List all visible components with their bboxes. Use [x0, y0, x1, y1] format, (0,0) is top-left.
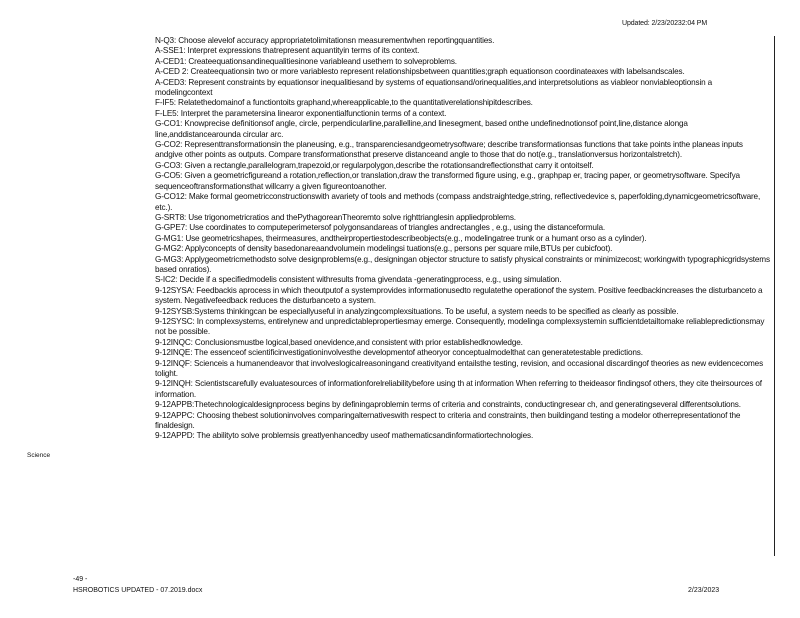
standard-entry: N-Q3: Choose alevelof accuracy appropriatetolimitationsn measurementwhen reportingquantities.	[155, 36, 495, 45]
footer-filename: HSROBOTICS UPDATED - 07.2019.docx	[73, 587, 203, 594]
standard-entry: F-LE5: Interpret the parametersina linearor exponentialfunctionin terms of a context.	[155, 108, 447, 118]
standard-entry: A-CED 2: Createequationsin two or more variablesto represent relationshipsbetween quantities;graph equationson coordinateaxes with labelsandscales.	[155, 67, 685, 77]
standard-entry: G-CO1: Knowprecise definitionsof angle, circle, perpendicularline,parallelline,and linesegment, based onthe undefinednotionsof point,line,distance alonga line,anddistancearounda circular arc.	[155, 119, 688, 139]
page-number: -49 -	[73, 576, 88, 583]
footer-date: 2/23/2023	[688, 587, 720, 594]
standard-entry: 9-12APPC: Choosing thebest solutioninvolves comparingalternativeswith respect to criteria and constraints, then buildingand testing a modelor otherrepresentationof the finaldesign.	[155, 410, 741, 431]
standard-entry: S-IC2: Decide if a specifiedmodelis consistent withresults froma givendata -generatingprocess, e.g., using simulation.	[155, 275, 562, 285]
standard-entry: G-CO2: Representtransformationsin the planeusing, e.g., transparenciesandgeometrysoftware; describe transformationsas functions that take points inthe planeas inputs andgive other points as outputs. Compare transformationsthat preserve distanceand angle to those that do not(e.g., translationversus horizontalstretch).	[155, 140, 743, 160]
standard-entry: 9-12SYSA: Feedbackis aprocess in which theoutputof a systemprovides informationusedto regulatethe operationof the system. Positive feedbackincreases the disturbanceto a system. Negativefeedback reduces the disturbanceto a system.	[155, 285, 763, 306]
standard-entry: G-CO5: Given a geometricfigureand a rotation,reflection,or translation,draw the transformed figure using, e.g., graphpap er, tracing paper, or geometrysoftware. Specifya sequenceoftransformationsthat willcarry a given figureontoanother.	[155, 171, 740, 191]
standard-entry: G-CO3: Given a rectangle,parallelogram,trapezoid,or regularpolygon,describe the rotationsandreflectionsthat carry it ontoitself.	[155, 160, 594, 170]
standard-entry: F-IF5: Relatethedomainof a functiontoits graphand,whereapplicable,to the quantitativerelationshipitdescribes.	[155, 98, 533, 108]
standard-entry: 9-12SYSB:Systems thinkingcan be especiallyuseful in analyzingcomplexsituations. To be useful, a system needs to be specified as clearly as possible.	[155, 306, 679, 316]
updated-timestamp: Updated: 2/23/20232:04 PM	[622, 20, 708, 27]
standard-entry: G-SRT8: Use trigonometricratios and thePythagoreanTheoremto solve righttrianglesin appliedproblems.	[155, 212, 516, 222]
standard-entry: A-CED1: Createequationsandinequalitiesinone variableand usethem to solveproblems.	[155, 56, 457, 66]
standard-entry: 9-12INQC: Conclusionsmustbe logical,based onevidence,and consistent with prior establishedknowledge.	[155, 337, 523, 347]
standard-entry: 9-12SYSC: In complexsystems, entirelynew and unpredictablepropertiesmay emerge. Consequently, modelinga complexsystemin sufficientdetailtomake reliablepredictionsmay not be possible.	[155, 316, 765, 337]
subject-label: Science	[27, 452, 51, 459]
standard-entry: A-SSE1: Interpret expressions thatrepresent aquantityin terms of its context.	[155, 46, 420, 56]
standard-entry: 9-12INQE: The essenceof scientificinvestigationinvolvesthe developmentof atheoryor conceptualmodelthat can generatetestable predictions.	[155, 348, 643, 358]
standard-entry: G-MG2: Applyconcepts of density basedonareaandvolumein modelingsi tuations(e.g., persons per square mile,BTUs per cubicfoot).	[155, 244, 613, 254]
standard-entry: 9-12APPD: The abilityto solve problemsis greatlyenhancedby useof mathematicsandinformatiortechnologies.	[155, 431, 534, 441]
standard-entry: 9-12APPB:Thetechnologicaldesignprocess begins by definingaproblemin terms of criteria and constraints, conductingresear ch, and generatingseveral differentsolutions.	[155, 400, 741, 410]
standard-entry: G-GPE7: Use coordinates to computeperimetersof polygonsandareas of triangles andrectangles , e.g., using the distanceformula.	[155, 223, 606, 233]
standards-list	[155, 36, 775, 556]
standard-entry: 9-12INQF: Scienceis a humanendeavor that involveslogicalreasoningand creativityand entailsthe testing, revision, and occasional discardingof theories as new evidencecomes tolight.	[155, 358, 764, 378]
standard-entry: G-MG3: Applygeometricmethodsto solve designproblems(e.g., designingan objector structure to satisfy physical constraints or minimizecost; workingwith typographicgridsystems based onratios).	[155, 254, 770, 274]
standard-entry: G-CO12: Make formal geometricconstructionswith avariety of tools and methods (compass andstraightedge,string, reflectivedevice s, paperfolding,dynamicgeometricsoftware, etc.).	[155, 192, 761, 212]
standard-entry: A-CED3: Represent constraints by equationsor inequalitiesand by systems of equationsand/orinequalities,and interpretsolutions as viableor nonviableoptionsin a modelingcontext	[155, 77, 713, 98]
standard-entry: 9-12INQH: Scientistscarefully evaluatesources of informationforelreliabilitybefore using th at information When referring to theideasor findingsof others, they cite theirsources of information.	[155, 379, 762, 399]
standard-entry: G-MG1: Use geometricshapes, theirmeasures, andtheirpropertiestodescribeobjects(e.g., modelingatree trunk or a humant orso as a cylinder).	[155, 233, 647, 243]
